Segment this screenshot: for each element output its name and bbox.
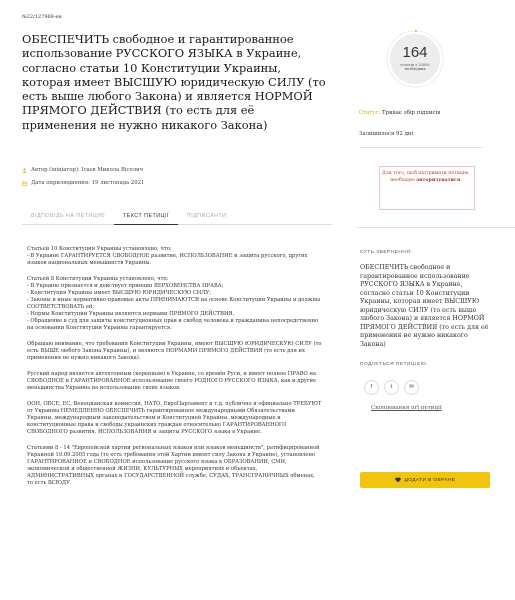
body-paragraph: Статьями 8 - 14 "Европейской хартии региональных языков или языков меньшинств", ратифицированной Украиной 19.09.2005 года (то есть требования этой Хартии имеют силу Закона в Украине), установлено ГАРАНТИРОВАННОЕ и СВОБОДНОЕ использование русского языка в ОБРАЗОВАНИИ, СМИ, экономической и общественной ЖИЗНИ, КУЛЬТУРНЫХ мероприятиях и объектах, АДМИНИСТРАТИВНЫХ органах и ГОСУДАРСТВЕННОЙ службе, СУДАХ, ТРАНСГРАНИЧНЫХ обменах, то есть ВСЮДУ.: [27, 444, 320, 487]
status-line: [359, 110, 440, 116]
auth-warning: [380, 171, 472, 184]
body-paragraph: Обращаю внимание, что требования Конституции Украины, имеют ВЫСШУЮ ЮРИДИЧЕСКУЮ СИЛУ (то есть ВЫШЕ любого Закона Украины), и являются НОРМАМИ ПРЯМОГО ДЕЙСТВИЯ (то есть для их применения не нужно никакого Закона).: [27, 341, 322, 362]
divider: [355, 227, 515, 228]
petition-title: ОБЕСПЕЧИТЬ свободное и гарантированное использование РУССКОГО ЯЗЫКА в Украине, согласно статьи 10 Конституции Украины, которая имеет ВЫСШУЮ юридическую СИЛУ (то есть выше любого Закона) и является НОРМОЙ ПРЯМОГО ДЕЙСТВИЯ (то есть для её применения не нужно никакого Закона): [22, 32, 326, 132]
tab-signers[interactable]: ПІДПИСАНТИ: [186, 213, 227, 219]
calendar-icon: [22, 181, 27, 186]
signature-count: 164: [402, 44, 428, 61]
body-paragraph: Статьей 10 Конституции Украины установлено, что: - В Украине ГАРАНТИРУЕТСЯ СВОБОДНОЕ развитие, ИСПОЛЬЗОВАНИЕ и защита русского, других языков национальных меньшинств Украины.: [27, 246, 308, 267]
add-to-favorites-label: ДОДАТИ В ОБРАНЕ: [404, 477, 456, 483]
petition-body: [27, 246, 322, 496]
status-value: Триває збір підписів: [382, 110, 441, 116]
tab-answer[interactable]: ВІДПОВІДЬ НА ПЕТИЦІЮ: [31, 213, 106, 219]
facebook-icon[interactable]: f: [364, 380, 379, 395]
petition-tabs: [22, 206, 332, 225]
auth-warning-text: Для того, щоб підтримати петицію, необхідно: [382, 171, 470, 183]
divider: [359, 147, 484, 148]
date-line: [22, 180, 144, 186]
body-paragraph: Статьей 8 Конституции Украины установлено, что: - В Украине признается и действует принцип ВЕРХОВЕНСТВА ПРАВА; - Конституция Украины имеет ВЫСШУЮ ЮРИДИЧЕСКУЮ СИЛУ; - Законы и иные нормативно-правовые акты ПРИНИМАЮТСЯ на основе Конституции Украины и должны СООТВЕТСТВОВАТЬ ей; - Нормы Конституции Украины являются нормами ПРЯМОГО ДЕЙСТВИЯ. - Обращение в суд для защиты конституционных прав и свобод человека и гражданина непосредственно на основании Конституции Украины гарантируется.: [27, 275, 321, 332]
share-heading: ПОДІЛІТЬСЯ ПЕТИЦІЄЮ:: [360, 362, 428, 367]
email-icon[interactable]: ✉: [404, 380, 419, 395]
status-label: Статус:: [359, 110, 381, 116]
author-icon: [22, 168, 27, 173]
date-text: Дата оприлюднення: 19 листопада 2021: [31, 180, 145, 186]
twitter-icon[interactable]: t: [384, 380, 399, 395]
signature-goal: голосів з 25000 необхідних: [400, 63, 430, 72]
petition-number: №22/127968-ен: [22, 14, 62, 20]
author-text: Автор (ініціатор): Ісаєв Микола Вісолич: [31, 167, 144, 173]
heart-icon: [395, 477, 401, 483]
copy-url-link[interactable]: Скопіювання url петиції: [371, 405, 442, 411]
essence-heading: СУТЬ ЗВЕРНЕННЯ:: [360, 250, 413, 255]
tab-text[interactable]: ТЕКСТ ПЕТИЦІЇ: [114, 213, 178, 225]
author-line: [22, 167, 143, 173]
login-link[interactable]: авторизуватися: [416, 177, 461, 183]
body-paragraph: Русский народ является автохтонным (коренным) в Украине, со времён Руси, и имеет полное ПРАВО на СВОБОДНОЕ и ГАРАНТИРОВАННОЕ использование своего РОДНОГО РУССКОГО ЯЗЫКА, как и другие меньшинства Украины на использование своих языков.: [27, 370, 317, 391]
body-paragraph: ООН, ОБСЕ, ЕС, Венецианская комиссия, НАТО, ЕвроПарламент и т.д. публично и официально ТРЕБУЮТ от Украины НЕМЕДЛЕННО ОБЕСПЕЧИТЬ гарантированное международными Обязательствами Украины, международным законодательством и Конституцией Украины, международные и конституционные права и свободы украинских граждан относительно ГАРАНТИРОВАННОГО СВОБОДНОГО развития, ИСПОЛЬЗОВАНИЯ и защиты РУССКОГО языка в Украине.: [27, 400, 322, 435]
share-buttons: [364, 380, 419, 395]
add-to-favorites-button[interactable]: [360, 472, 490, 488]
days-remaining: Залишилося 92 дні: [359, 131, 414, 137]
auth-warning-end: .: [460, 177, 462, 183]
essence-text: ОБЕСПЕЧИТЬ свободное и гарантированное использование РУССКОГО ЯЗЫКА в Украине, согласно статьи 10 Конституции Украины, которая имеет ВЫСШУЮ юридическую СИЛУ (то есть выше любого Закона) и является НОРМОЙ ПРЯМОГО ДЕЙСТВИЯ (то есть для её применения не нужно никакого Закона): [360, 264, 489, 348]
